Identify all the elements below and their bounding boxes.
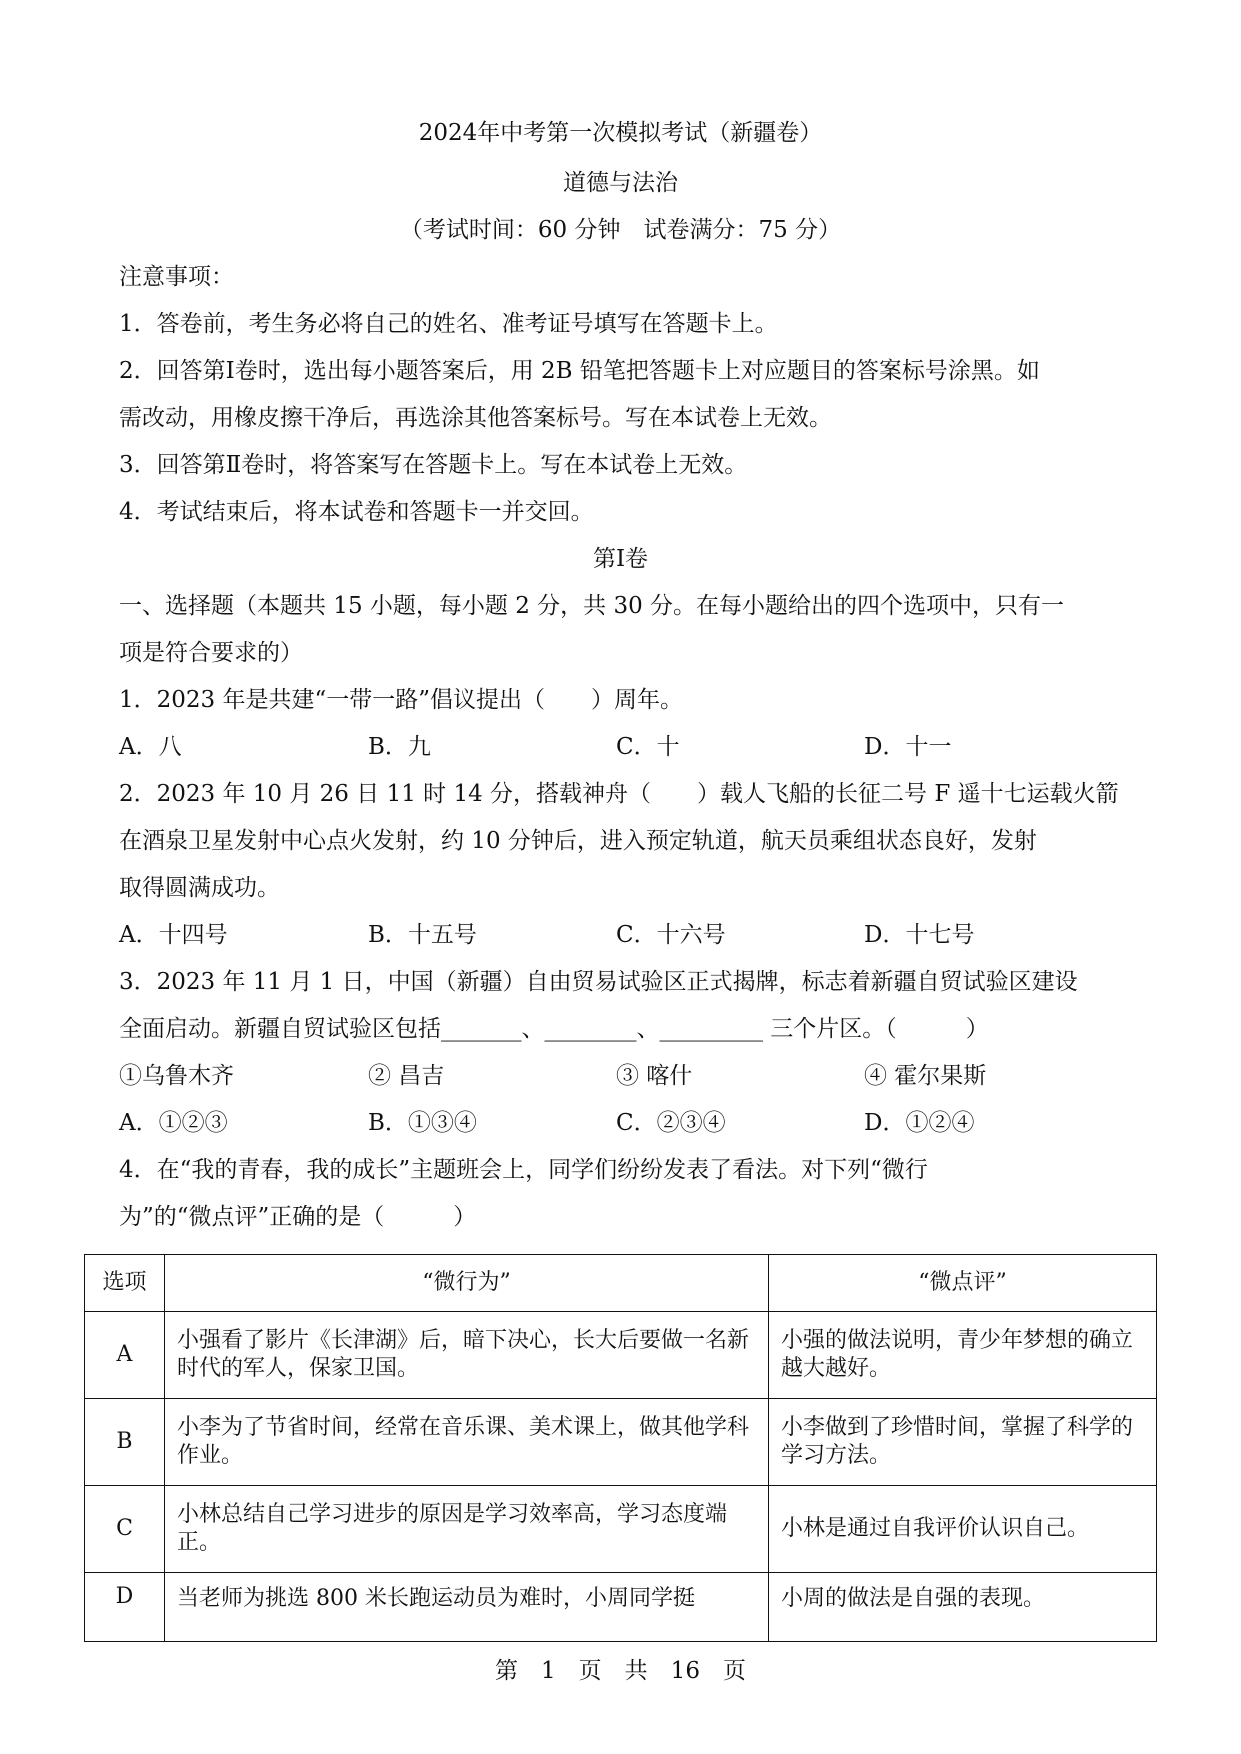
comment-cell: 小强的做法说明，青少年梦想的确立越大越好。 bbox=[769, 1312, 1157, 1399]
option-key-cell: A bbox=[85, 1312, 165, 1399]
question-3-item: ③ 喀什 bbox=[616, 1063, 693, 1089]
exam-meta: （考试时间：60 分钟 试卷满分：75 分） bbox=[399, 217, 842, 243]
comment-cell: 小林是通过自我评价认识自己。 bbox=[769, 1486, 1157, 1573]
question-2-option-d: D．十七号 bbox=[864, 922, 975, 948]
section-heading: 一、选择题（本题共 15 小题，每小题 2 分，共 30 分。在每小题给出的四个选项中，只有一 bbox=[119, 593, 1065, 619]
notes-line: 2．回答第Ⅰ卷时，选出每小题答案后，用 2B 铅笔把答题卡上对应题目的答案标号涂黑。如 bbox=[119, 358, 1040, 384]
exam-title: 2024年中考第一次模拟考试（新疆卷） bbox=[418, 120, 823, 146]
table-header-cell: 选项 bbox=[85, 1255, 165, 1312]
action-cell: 小林总结自己学习进步的原因是学习效率高，学习态度端正。 bbox=[165, 1486, 769, 1573]
question-3-option-a: A．①②③ bbox=[119, 1110, 228, 1136]
notes-line: 4．考试结束后，将本试卷和答题卡一并交回。 bbox=[119, 499, 594, 525]
question-3-option-d: D．①②④ bbox=[864, 1110, 975, 1136]
question-1-option-c: C．十 bbox=[616, 734, 680, 760]
section-heading: 项是符合要求的） bbox=[119, 640, 303, 666]
table-row bbox=[85, 1486, 1157, 1573]
question-3-option-c: C．②③④ bbox=[616, 1110, 726, 1136]
question-2-option-a: A．十四号 bbox=[119, 922, 228, 948]
question-1-option-b: B．九 bbox=[368, 734, 431, 760]
question-2-stem: 在酒泉卫星发射中心点火发射，约 10 分钟后，进入预定轨道，航天员乘组状态良好，发射 bbox=[119, 828, 1037, 854]
question-3-item: ①乌鲁木齐 bbox=[119, 1063, 234, 1089]
table-header-row bbox=[85, 1255, 1157, 1312]
question-3-option-b: B．①③④ bbox=[368, 1110, 477, 1136]
question-2-stem: 取得圆满成功。 bbox=[119, 875, 280, 901]
notes-line: 1．答卷前，考生务必将自己的姓名、准考证号填写在答题卡上。 bbox=[119, 311, 778, 337]
question-3-stem: 全面启动。新疆自贸试验区包括_______、________、_________ 三个片区。（ ） bbox=[119, 1016, 989, 1042]
notes-line: 3．回答第Ⅱ卷时，将答案写在答题卡上。写在本试卷上无效。 bbox=[119, 452, 748, 478]
subject-title: 道德与法治 bbox=[563, 170, 678, 196]
comment-cell: 小李做到了珍惜时间，掌握了科学的学习方法。 bbox=[769, 1399, 1157, 1486]
table-header-cell: “微点评” bbox=[769, 1255, 1157, 1312]
comment-cell: 小周的做法是自强的表现。 bbox=[769, 1573, 1157, 1642]
question-1-option-d: D．十一 bbox=[864, 734, 952, 760]
table-row bbox=[85, 1399, 1157, 1486]
table-row bbox=[85, 1312, 1157, 1399]
question-1-stem: 1．2023 年是共建“一带一路”倡议提出（ ）周年。 bbox=[119, 687, 683, 713]
page-footer: 第 1 页 共 16 页 bbox=[495, 1658, 746, 1684]
action-cell: 当老师为挑选 800 米长跑运动员为难时，小周同学挺 bbox=[165, 1573, 769, 1642]
question-1-option-a: A．八 bbox=[119, 734, 182, 760]
table-row bbox=[85, 1573, 1157, 1642]
question-3-item: ④ 霍尔果斯 bbox=[864, 1063, 987, 1089]
question-3-stem: 3．2023 年 11 月 1 日，中国（新疆）自由贸易试验区正式揭牌，标志着新疆自贸试验区建设 bbox=[119, 969, 1078, 995]
option-key-cell: C bbox=[85, 1486, 165, 1573]
question-2-option-c: C．十六号 bbox=[616, 922, 726, 948]
table-header-cell: “微行为” bbox=[165, 1255, 769, 1312]
option-key-cell: D bbox=[85, 1573, 165, 1642]
question-3-item: ② 昌吉 bbox=[368, 1063, 445, 1089]
question-2-stem: 2．2023 年 10 月 26 日 11 时 14 分，搭载神舟（ ）载人飞船的长征二号 F 遥十七运载火箭 bbox=[119, 781, 1119, 807]
question-2-option-b: B．十五号 bbox=[368, 922, 477, 948]
question-4-stem: 4．在“我的青春，我的成长”主题班会上，同学们纷纷发表了看法。对下列“微行 bbox=[119, 1157, 928, 1183]
question-4-stem: 为”的“微点评”正确的是（ ） bbox=[119, 1204, 477, 1230]
question-4-table bbox=[84, 1254, 1157, 1642]
notes-line: 需改动，用橡皮擦干净后，再选涂其他答案标号。写在本试卷上无效。 bbox=[119, 405, 832, 431]
notes-heading: 注意事项： bbox=[119, 264, 234, 290]
action-cell: 小李为了节省时间，经常在音乐课、美术课上，做其他学科作业。 bbox=[165, 1399, 769, 1486]
option-key-cell: B bbox=[85, 1399, 165, 1486]
action-cell: 小强看了影片《长津湖》后，暗下决心，长大后要做一名新时代的军人，保家卫国。 bbox=[165, 1312, 769, 1399]
part-title: 第Ⅰ卷 bbox=[592, 546, 649, 572]
